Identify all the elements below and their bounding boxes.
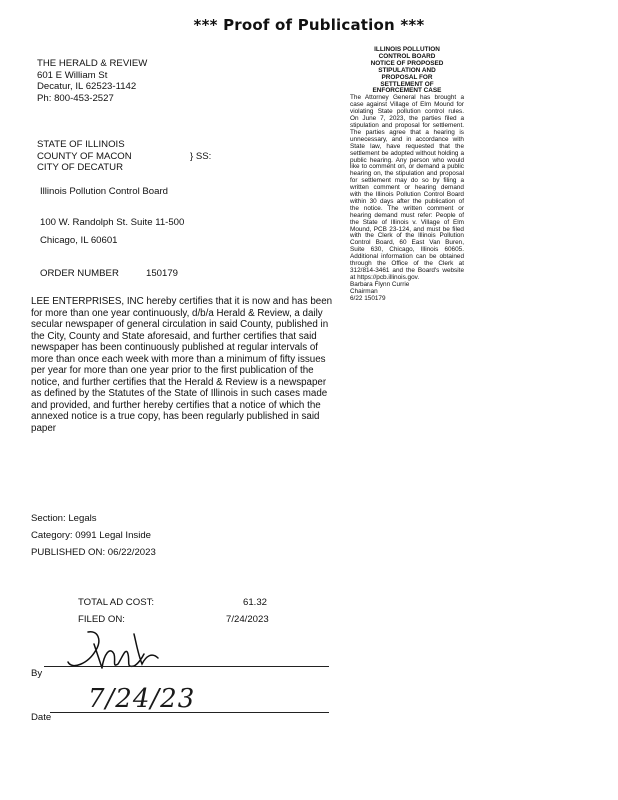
certification-line: annexed notice is a true copy, has been regularly published in said (31, 411, 320, 422)
total-ad-cost-label: TOTAL AD COST: (78, 597, 155, 608)
date-label: Date (31, 712, 52, 723)
venue-state: STATE OF ILLINOIS (37, 139, 125, 150)
publisher-street: 601 E William St (37, 69, 108, 81)
order-number-label: ORDER NUMBER (40, 268, 119, 279)
publisher-city: Decatur, IL 62523-1142 (37, 81, 137, 92)
date-line (50, 712, 329, 713)
notice-heading-line: ILLINOIS POLLUTION (374, 46, 440, 53)
notice-heading-line: SETTLEMENT OF (380, 80, 434, 88)
order-number-value: 150179 (146, 268, 179, 279)
venue-county: COUNTY OF MACON (37, 150, 132, 162)
publisher-phone: Ph: 800-453-2527 (37, 92, 114, 104)
notice-body: The Attorney General has brought a case against Village of Elm Mound for violating State pollution control rules. On June 7, 2023, the parties filed a stipulation and proposal for settlement. The parties agree that a hearing is unnecessary, and in accordance with State law, have requested that the settlement be adopted without holding a public hearing. Any person who would like to comment on, or demand a public hearing on, the stipulation and proposal for settlement may do so by filing a written comment or hearing demand with the Illinois Pollution Control Board within 30 days after the publication of the notice. The written comment or hearing demand must refer: People of the State of Illinois v. Village of Elm Mound, PCB 23-124, and must be filed with the Clerk of the Illinois Pollution Control Board, 60 East Van Buren, Suite 630, Chicago, Illinois 60605. Additional information can be obtained through the Office of the Clerk at 312/814-3461 and the Board's website at https://pcb.illinois.gov. (350, 94, 464, 281)
recipient-address2: Chicago, IL 60601 (40, 235, 118, 246)
handwritten-date: 7/24/23 (88, 684, 196, 714)
certification-line: newspaper has been continuously published at regular intervals of (31, 342, 319, 353)
recipient-address1: 100 W. Randolph St. Suite 11-500 (40, 217, 185, 228)
certification-line: for more than one year continuously, d/b/a Herald & Review, a daily (31, 307, 323, 319)
published-line: PUBLISHED ON: 06/22/2023 (31, 547, 156, 558)
certification-line: as defined by the Statutes of the State of Illinois in such cases made (31, 388, 328, 399)
certification-line: the City, County and State aforesaid, and further certifies that said (31, 330, 317, 342)
notice-heading (350, 47, 464, 95)
notice-footer: 6/22 150179 (350, 294, 386, 302)
certification-line: and provided, and further hereby certifies that a notice of which the (31, 399, 321, 411)
publisher-name: THE HERALD & REVIEW (37, 58, 148, 69)
by-label: By (31, 668, 43, 679)
certification-line: notice, and further certifies that the Herald & Review is a newspaper (31, 376, 327, 388)
certification-line: paper (31, 422, 57, 434)
section-line: Section: Legals (31, 513, 97, 524)
total-ad-cost-value: 61.32 (243, 597, 268, 608)
venue-ss: } SS: (190, 151, 212, 162)
certification-line: per year for more than one year prior to the first publication of the (31, 365, 314, 376)
certification-line: LEE ENTERPRISES, INC hereby certifies that it is now and has been (31, 296, 333, 307)
recipient-name: Illinois Pollution Control Board (40, 186, 168, 197)
legal-notice-clipping (350, 47, 464, 303)
certification-line: more than once each week with more than a minimum of fifty issues (31, 353, 326, 365)
notice-heading-line: PROPOSAL FOR (381, 73, 433, 81)
notice-signer-title: Chairman (350, 287, 378, 295)
notice-heading-line: STIPULATION AND (378, 66, 436, 74)
notice-signer: Barbara Flynn Currie (350, 280, 410, 288)
venue-city: CITY OF DECATUR (37, 162, 123, 173)
notice-heading-line: NOTICE OF PROPOSED (370, 59, 444, 67)
filed-on-label: FILED ON: (78, 614, 125, 625)
notice-heading-line: ENFORCEMENT CASE (372, 87, 442, 95)
signature-line (44, 666, 329, 667)
notice-heading-line: CONTROL BOARD (378, 52, 436, 60)
category-line: Category: 0991 Legal Inside (31, 530, 152, 541)
page-title: *** Proof of Publication *** (193, 16, 425, 34)
certification-line: secular newspaper of general circulation in said County, published in (31, 319, 329, 330)
venue-block (37, 139, 132, 174)
certification-paragraph (31, 296, 351, 434)
filed-on-value: 7/24/2023 (226, 614, 269, 625)
publisher-block (37, 58, 147, 104)
